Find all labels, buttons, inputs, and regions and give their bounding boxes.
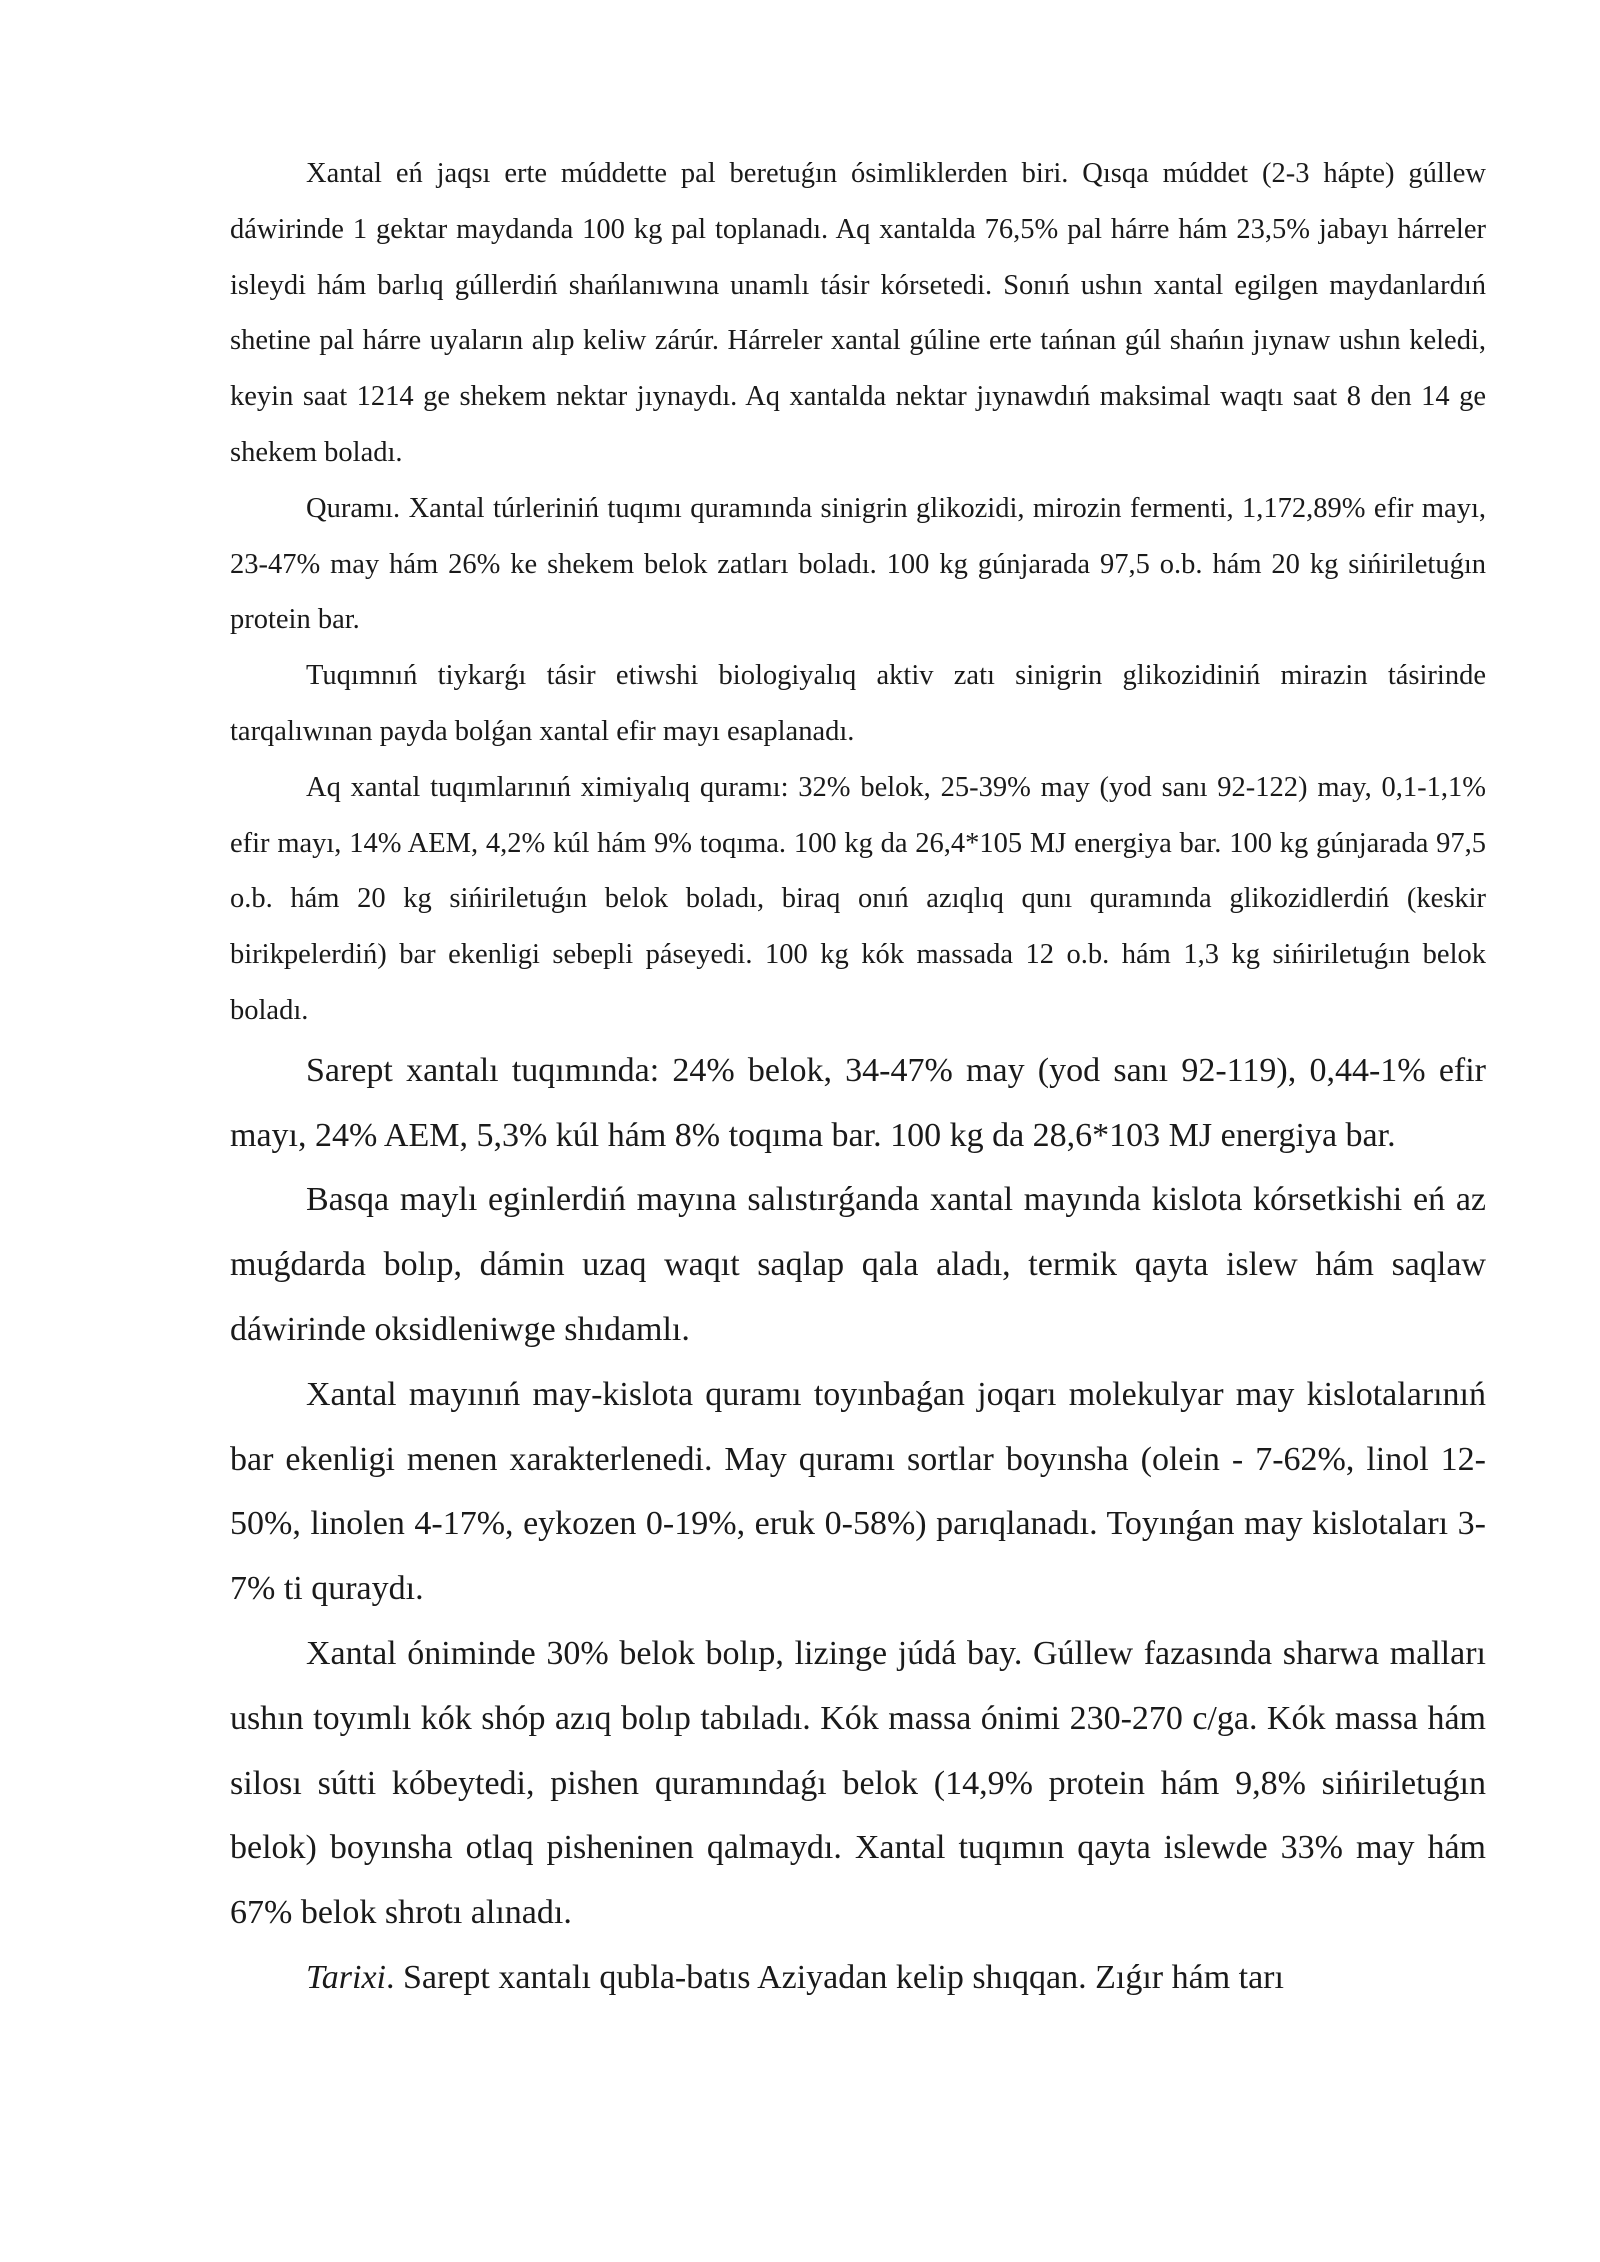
document-body <box>230 146 1486 2011</box>
paragraph-composition: Quramı. Xantal túrleriniń tuqımı quramında sinigrin glikozidi, mirozin fermenti, 1,172,89% efir mayı, 23-47% may hám 26% ke shekem belok zatları boladı. 100 kg gúnjarada 97,5 o.b. hám 20 kg sińiriletuǵın protein bar. <box>230 492 1486 636</box>
paragraph-honey-yield: Xantal eń jaqsı erte múddette pal beretuǵın ósimliklerden biri. Qısqa múddet (2-3 hápte) gúllew dáwirinde 1 gektar maydanda 100 kg pal toplanadı. Aq xantalda 76,5% pal hárre hám 23,5% jabayı hárreler isleydi hám barlıq gúllerdiń shańlanıwına unamlı tásir kórsetedi. Sonıń ushın xantal egilgen maydanlardıń shetine pal hárre uyaların alıp keliw zárúr. Hárreler xantal gúline erte tańnan gúl shańın jıynaw ushın keledi, keyin saat 1214 ge shekem nektar jıynaydı. Aq xantalda nektar jıynawdıń maksimal waqtı saat 8 den 14 ge shekem boladı. <box>230 158 1486 468</box>
paragraph-fatty-acids: Xantal mayınıń may-kislota quramı toyınbaǵan joqarı molekulyar may kislotalarınıń bar ekenligi menen xarakterlenedi. May quramı sortlar boyınsha (olein - 7-62%, linol 12-50%, linolen 4-17%, eykozen 0-19%, eruk 0-58%) parıqlanadı. Toyınǵan may kislotaları 3-7% ti quraydı. <box>230 1375 1486 1608</box>
paragraph-sarept-mustard: Sarept xantalı tuqımında: 24% belok, 34-47% may (yod sanı 92-119), 0,44-1% efir mayı, 24% AEM, 5,3% kúl hám 8% toqıma bar. 100 kg da 28,6*103 MJ energiya bar. <box>230 1051 1486 1154</box>
paragraph-history <box>230 1946 1486 2011</box>
paragraph-protein-feed: Xantal óniminde 30% belok bolıp, lizinge júdá bay. Gúllew fazasında sharwa malları ushın toyımlı kók shóp azıq bolıp tabıladı. Kók massa ónimi 230-270 c/ga. Kók massa hám silosı sútti kóbeytedi, pishen quramındaǵı belok (14,9% protein hám 9,8% sińiriletuǵın belok) boyınsha otlaq pisheninen qalmaydı. Xantal tuqımın qayta islewde 33% may hám 67% belok shrotı alınadı. <box>230 1634 1486 1932</box>
history-text: . Sarept xantalı qubla-batıs Aziyadan kelip shıqqan. Zıǵır hám tarı <box>386 1958 1284 1996</box>
paragraph-white-mustard-chemistry: Aq xantal tuqımlarınıń ximiyalıq quramı: 32% belok, 25-39% may (yod sanı 92-122) may, 0,1-1,1% efir mayı, 14% AEM, 4,2% kúl hám 9% toqıma. 100 kg da 26,4*105 MJ energiya bar. 100 kg gúnjarada 97,5 o.b. hám 20 kg sińiriletuǵın belok boladı, biraq onıń azıqlıq qunı quramında glikozidlerdiń (keskir birikpelerdiń) bar ekenligi sebepli páseyedi. 100 kg kók massada 12 o.b. hám 1,3 kg sińiriletuǵın belok boladı. <box>230 771 1486 1026</box>
paragraph-acid-index: Basqa maylı eginlerdiń mayına salıstırǵanda xantal mayında kislota kórsetkishi eń az muǵdarda bolıp, dámin uzaq waqıt saqlap qala aladı, termik qayta islew hám saqlaw dáwirinde oksidleniwge shıdamlı. <box>230 1181 1486 1348</box>
paragraph-active-substance: Tuqımnıń tiykarǵı tásir etiwshi biologiyalıq aktiv zatı sinigrin glikozidiniń mirazin tásirinde tarqalıwınan payda bolǵan xantal efir mayı esaplanadı. <box>230 660 1486 747</box>
history-lead: Tarixi <box>306 1958 387 1996</box>
